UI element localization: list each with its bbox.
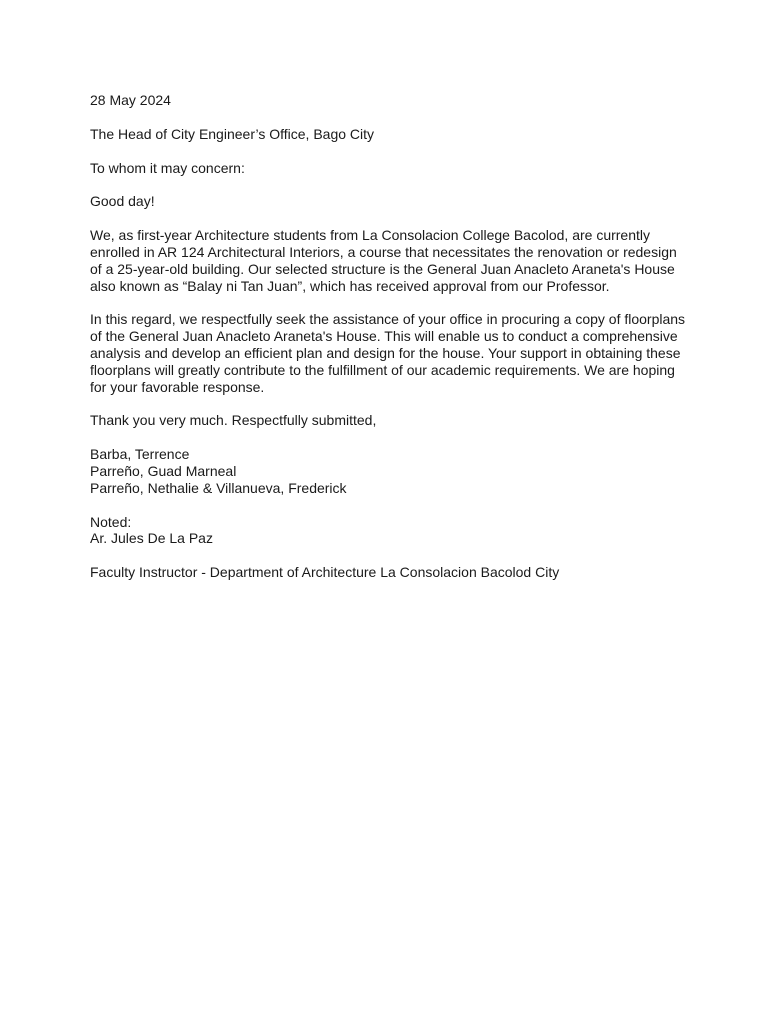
- letter-greeting: Good day!: [90, 193, 155, 210]
- letter-paragraph-2: [90, 311, 715, 395]
- letter-recipient: The Head of City Engineer’s Office, Bago City: [90, 125, 375, 142]
- noted-title: Faculty Instructor - Department of Architecture La Consolacion Bacolod City: [90, 564, 560, 581]
- signatory-name: Parreño, Guad Marneal: [90, 462, 237, 479]
- paragraph-line: also known as “Balay ni Tan Juan”, which has received approval from our Professor.: [90, 277, 610, 294]
- signatory-name: Barba, Terrence: [90, 446, 190, 463]
- noted-label: Noted:: [90, 513, 132, 530]
- paragraph-line: In this regard, we respectfully seek the assistance of your office in procuring a copy of floorplans: [90, 311, 686, 328]
- noted-name: Ar. Jules De La Paz: [90, 530, 213, 547]
- paragraph-line: analysis and develop an efficient plan and design for the house. Your support in obtaining these: [90, 344, 681, 361]
- letter-date: 28 May 2024: [90, 92, 171, 108]
- letter-closing: Thank you very much. Respectfully submitted,: [90, 412, 377, 429]
- paragraph-line: We, as first-year Architecture students from La Consolacion College Bacolod, are currently: [90, 227, 650, 244]
- paragraph-line: enrolled in AR 124 Architectural Interiors, a course that necessitates the renovation or redesign: [90, 243, 677, 260]
- noted-block: [90, 514, 715, 548]
- letter-salutation: To whom it may concern:: [90, 159, 245, 176]
- paragraph-line: of the General Juan Anacleto Araneta's House. This will enable us to conduct a comprehensive: [90, 328, 678, 345]
- signatory-list: [90, 446, 715, 496]
- letter-paragraph-1: [90, 227, 715, 294]
- letter-page: [90, 92, 715, 598]
- signatory-name: Parreño, Nethalie & Villanueva, Frederick: [90, 479, 347, 496]
- paragraph-line: of a 25-year-old building. Our selected structure is the General Juan Anacleto Araneta's House: [90, 260, 675, 277]
- paragraph-line: for your favorable response.: [90, 378, 265, 395]
- paragraph-line: floorplans will greatly contribute to the fulfillment of our academic requirements. We are hoping: [90, 361, 675, 378]
